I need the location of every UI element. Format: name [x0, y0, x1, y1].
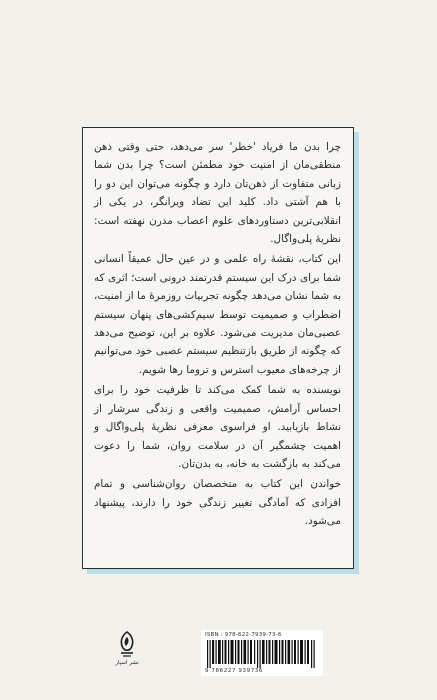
publisher-logo — [111, 629, 143, 675]
publisher-logo-icon — [117, 631, 137, 659]
barcode-icon — [205, 640, 319, 668]
description-paragraph-4: خواندن این کتاب به متخصصان روان‌شناسی و تمام افرادی که آمادگی تغییر زندگی خود را دارند، پیشنهاد می‌شود. — [94, 478, 341, 528]
description-paragraph-1: چرا بدن ما فریاد 'خطر' سر می‌دهد، حتی وقتی ذهن منطقی‌مان از امنیت خود مطمئن است؟ چرا بدن شما زبانی متفاوت از ذهن‌تان دارد و چگونه می‌توان این دو را با هم آشتی داد. کلید این تضاد ویرانگر، در یکی از انقلابی‌ترین دستاوردهای علوم اعصاب مدرن نهفته است: نظریهٔ پلی‌واگال. — [94, 141, 341, 246]
description-paragraph-3: نویسنده به شما کمک می‌کند تا ظرفیت خود را برای احساس آرامش، صمیمیت واقعی و زندگی سرشار از نشاط بازیابید. او فراسوی معرفی نظریهٔ پلی‌واگال و اهمیت چشمگیر آن در سلامت روان، شما را دعوت می‌کند به بازگشت به خانه، به بدن‌تان. — [94, 384, 341, 470]
barcode-area — [201, 630, 323, 676]
isbn-label: ISBN : 978-622-7939-73-6 — [205, 632, 282, 638]
description-paragraph-2: این کتاب، نقشهٔ راه علمی و در عین حال عمیقاً انسانی شما برای درک این سیستم قدرتمند درونی است؛ اثری که به شما نشان می‌دهد چگونه تجربیات روزمرهٔ ما از امنیت، اضطراب و صمیمیت توسط سیم‌کشی‌های پنهان سیستم عصبی‌مان مدیریت می‌شود. علاوه بر این، توضیح می‌دهد که چگونه از طریق بازتنظیم سیستم عصبی خود می‌توانیم از چرخه‌های معیوب استرس و تروما رها شویم. — [94, 253, 341, 376]
barcode-digits: 9 786227 939736 — [205, 668, 263, 674]
publisher-name: نشر اسپار — [115, 660, 139, 666]
description-box — [82, 127, 354, 569]
